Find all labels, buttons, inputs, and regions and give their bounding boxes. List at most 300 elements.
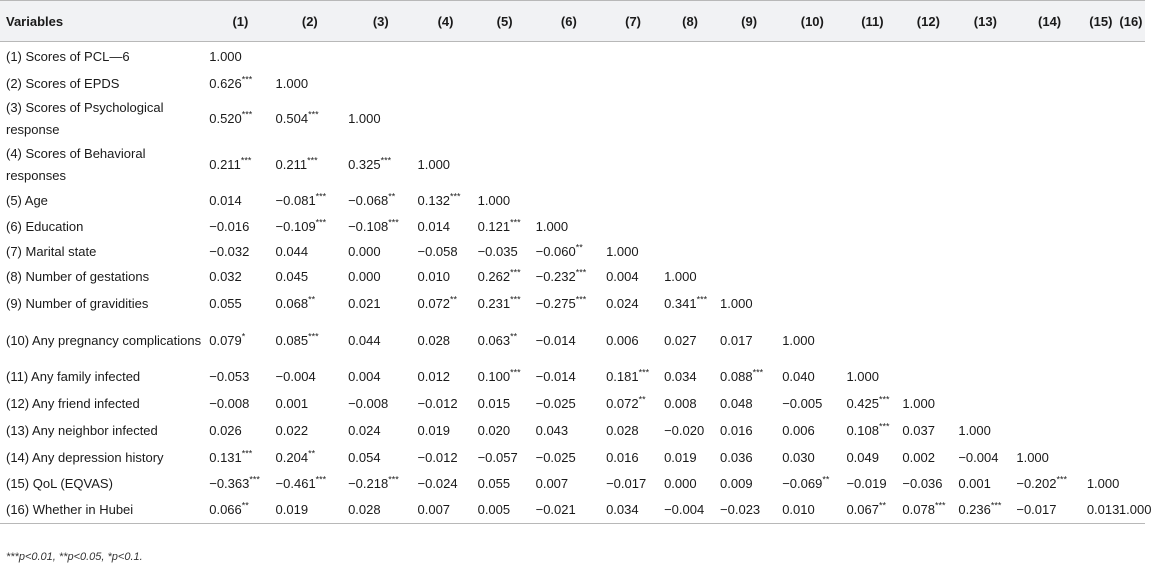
table-cell: 1.000 (720, 295, 753, 311)
row-label: (7) Marital state (6, 244, 97, 259)
table-row (0, 241, 1145, 264)
table-cell (416, 42, 476, 72)
table-cell: 0.211*** (275, 155, 318, 172)
table-footnote: ***p<0.01, **p<0.05, *p<0.1. (6, 551, 143, 563)
table-row (0, 391, 1145, 418)
table-cell (780, 214, 844, 241)
table-cell (416, 72, 476, 97)
table-cell (844, 97, 900, 142)
table-cell: 0.236*** (956, 497, 1014, 524)
header-col-3: (3) (346, 1, 415, 42)
table-cell: 0.034 (664, 369, 697, 384)
table-cell (534, 72, 604, 97)
table-cell: 0.211*** (209, 155, 252, 172)
table-cell: 0.022 (275, 423, 309, 438)
table-cell (718, 72, 780, 97)
table-cell: −0.005 (782, 396, 823, 411)
table-cell: 0.019 (417, 423, 451, 438)
table-cell (534, 42, 604, 72)
table-cell: 0.034 (604, 497, 662, 524)
table-cell: 0.067** (844, 497, 900, 524)
header-col-4: (4) (416, 1, 476, 42)
table-cell: 0.504*** (275, 109, 319, 126)
table-cell: −0.004 (662, 497, 718, 524)
table-cell (1117, 142, 1145, 188)
table-cell: 0.024 (348, 423, 381, 438)
table-cell: 0.010 (780, 497, 844, 524)
table-cell (718, 241, 780, 264)
table-row (0, 471, 1145, 497)
table-cell: −0.035 (477, 244, 518, 259)
table-row (0, 72, 1145, 97)
table-cell: 0.204** (275, 448, 316, 465)
table-cell: 0.132*** (417, 191, 461, 208)
header-col-5: (5) (476, 1, 534, 42)
row-label: (6) Education (6, 219, 84, 234)
table-cell: −0.058 (417, 244, 458, 259)
table-cell: 0.016 (720, 423, 753, 438)
table-cell (662, 188, 718, 214)
table-cell (780, 142, 844, 188)
table-cell (844, 214, 900, 241)
table-cell (956, 391, 1014, 418)
table-cell (476, 72, 534, 97)
row-label: (2) Scores of EPDS (6, 76, 120, 91)
table-row (0, 188, 1145, 214)
table-row (0, 42, 1145, 72)
table-cell (844, 142, 900, 188)
table-cell: 1.000 (902, 396, 935, 411)
header-col-9: (9) (718, 1, 780, 42)
table-cell (662, 97, 718, 142)
row-label: (16) Whether in Hubei (0, 497, 207, 524)
table-cell: −0.008 (348, 396, 389, 411)
table-cell: −0.218*** (348, 474, 399, 491)
table-cell (1014, 188, 1084, 214)
row-label: (8) Number of gestations (6, 268, 150, 284)
table-cell (780, 264, 844, 290)
table-cell: 1.000 (782, 332, 815, 348)
table-header-row (0, 1, 1145, 42)
table-cell (780, 42, 844, 72)
table-cell (534, 97, 604, 142)
table-cell: 0.009 (720, 475, 753, 491)
table-cell: 0.012 (417, 369, 451, 384)
table-cell (900, 97, 956, 142)
table-cell: 0.044 (348, 332, 381, 348)
table-cell (956, 72, 1014, 97)
table-cell: 1.000 (417, 156, 451, 172)
table-cell: −0.004 (275, 369, 316, 384)
table-cell: −0.014 (535, 332, 576, 348)
table-cell (780, 72, 844, 97)
table-cell (844, 241, 900, 264)
table-cell: 0.028 (346, 497, 415, 524)
table-cell (900, 318, 956, 364)
header-col-12: (12) (900, 1, 956, 42)
table-cell (662, 72, 718, 97)
table-cell: 0.017 (720, 332, 753, 348)
table-cell (1085, 97, 1117, 142)
table-cell (956, 188, 1014, 214)
table-cell (1117, 445, 1145, 471)
table-cell (1014, 72, 1084, 97)
table-cell (1014, 42, 1084, 72)
table-cell (844, 42, 900, 72)
row-label: (1) Scores of PCL—6 (6, 48, 130, 64)
table-cell (780, 290, 844, 318)
table-row (0, 497, 1145, 524)
table-cell (900, 142, 956, 188)
table-cell (1085, 290, 1117, 318)
header-col-10: (10) (780, 1, 844, 42)
table-cell (780, 97, 844, 142)
table-cell: 0.002 (902, 449, 935, 465)
table-cell: 0.006 (606, 332, 639, 348)
table-cell: 1.000 (958, 423, 991, 438)
table-cell: 0.325*** (348, 155, 392, 172)
header-col-8: (8) (662, 1, 718, 42)
table-cell: 0.007 (416, 497, 476, 524)
table-cell: 1.000 (477, 192, 511, 208)
table-cell (956, 241, 1014, 264)
table-body (0, 42, 1151, 524)
table-cell: 0.055 (209, 295, 242, 311)
table-cell: −0.109*** (275, 217, 327, 234)
table-cell: −0.068** (348, 191, 396, 208)
table-cell: 0.520*** (209, 109, 253, 126)
table-cell (274, 42, 347, 72)
table-cell (476, 42, 534, 72)
table-cell (1117, 97, 1145, 142)
table-cell: −0.012 (417, 396, 458, 411)
table-cell (844, 290, 900, 318)
table-cell: 1.000 (209, 48, 242, 64)
table-cell: 0.001 (275, 396, 309, 411)
row-label: (3) Scores of Psychological response (6, 100, 164, 137)
table-cell: 0.000 (348, 268, 381, 284)
table-cell (1085, 42, 1117, 72)
table-cell (900, 290, 956, 318)
table-cell (1117, 318, 1145, 364)
table-cell: 0.181*** (606, 367, 650, 384)
table-cell: 0.054 (348, 449, 381, 465)
table-cell (1085, 241, 1117, 264)
table-cell (1085, 364, 1117, 391)
table-cell (1117, 42, 1145, 72)
table-cell (534, 142, 604, 188)
table-cell: 0.007 (535, 475, 569, 491)
table-cell: 0.425*** (846, 394, 890, 411)
table-cell (476, 142, 534, 188)
table-cell (604, 42, 662, 72)
table-cell (662, 241, 718, 264)
table-cell (662, 42, 718, 72)
table-cell: −0.017 (606, 475, 647, 491)
table-cell: 0.000 (348, 244, 381, 259)
table-cell: 0.032 (209, 268, 242, 284)
table-cell (1085, 418, 1117, 445)
table-cell: 0.001 (958, 475, 991, 491)
table-cell (1014, 142, 1084, 188)
table-cell: −0.017 (1014, 497, 1084, 524)
table-cell: −0.060** (535, 242, 583, 259)
table-cell: 1.000 (664, 268, 697, 284)
table-cell: 0.019 (664, 449, 697, 465)
table-cell: 1.000 (1016, 449, 1049, 465)
table-cell (1117, 391, 1145, 418)
table-cell (1014, 391, 1084, 418)
table-cell (900, 42, 956, 72)
table-cell: 0.010 (417, 268, 451, 284)
table-row (0, 290, 1145, 318)
table-cell (718, 214, 780, 241)
table-cell (1085, 142, 1117, 188)
table-cell (900, 214, 956, 241)
table-cell (346, 42, 415, 72)
table-cell: −0.012 (417, 449, 458, 465)
header-col-16: (16) (1117, 1, 1145, 42)
table-cell: 0.072** (606, 394, 646, 411)
row-label: (10) Any pregnancy complications (6, 332, 202, 348)
table-cell: −0.036 (902, 475, 943, 491)
table-cell: −0.069** (782, 474, 830, 491)
table-cell (604, 97, 662, 142)
table-cell (900, 241, 956, 264)
table-cell: −0.023 (718, 497, 780, 524)
table-cell: 0.026 (209, 423, 242, 438)
table-cell: −0.025 (535, 396, 576, 411)
table-cell: −0.008 (209, 396, 250, 411)
table-cell: 0.024 (606, 295, 639, 311)
table-row (0, 445, 1145, 471)
table-cell (416, 97, 476, 142)
table-cell (1117, 471, 1145, 497)
table-cell: 0.085*** (275, 331, 319, 348)
table-cell (900, 188, 956, 214)
table-cell (1085, 188, 1117, 214)
header-col-7: (7) (604, 1, 662, 42)
table-cell: −0.024 (417, 475, 458, 491)
table-cell (1085, 445, 1117, 471)
table-cell (956, 97, 1014, 142)
table-cell (1085, 214, 1117, 241)
table-cell: −0.014 (535, 369, 576, 384)
table-cell (604, 214, 662, 241)
table-cell (844, 264, 900, 290)
table-cell (1117, 214, 1145, 241)
table-cell: 0.013 (1085, 497, 1117, 524)
table-cell: 0.028 (417, 332, 451, 348)
header-col-2: (2) (274, 1, 347, 42)
table-cell (718, 142, 780, 188)
table-cell: 0.100*** (477, 367, 521, 384)
table-cell: 1.000 (1117, 497, 1145, 524)
table-cell: 0.014 (209, 192, 242, 208)
table-cell (956, 214, 1014, 241)
table-cell (844, 318, 900, 364)
table-cell: −0.016 (209, 219, 250, 234)
table-cell (1117, 72, 1145, 97)
table-cell (1014, 214, 1084, 241)
row-label: (4) Scores of Behavioral responses (6, 145, 146, 183)
table-cell: 0.040 (782, 369, 815, 384)
table-cell: −0.019 (846, 475, 887, 491)
table-cell (780, 188, 844, 214)
table-cell (476, 97, 534, 142)
row-label: (12) Any friend infected (6, 396, 140, 411)
table-cell: 0.037 (902, 423, 935, 438)
table-cell (1085, 72, 1117, 97)
row-label: (14) Any depression history (6, 449, 164, 465)
table-cell: 0.004 (606, 268, 639, 284)
table-cell: 0.131*** (209, 448, 253, 465)
table-cell: 0.088*** (720, 367, 764, 384)
table-cell (956, 142, 1014, 188)
table-cell: 0.028 (606, 423, 639, 438)
table-cell (844, 188, 900, 214)
table-cell (1117, 418, 1145, 445)
table-cell (1014, 264, 1084, 290)
table-cell: 0.045 (275, 268, 309, 284)
table-cell: 0.005 (476, 497, 534, 524)
table-cell (1014, 241, 1084, 264)
table-cell: −0.202*** (1016, 474, 1067, 491)
table-cell: −0.025 (535, 449, 576, 465)
table-cell: −0.275*** (535, 294, 587, 311)
table-cell (1085, 318, 1117, 364)
table-cell (718, 188, 780, 214)
table-cell: 0.231*** (477, 294, 521, 311)
table-cell: 0.121*** (477, 217, 521, 234)
table-cell: −0.108*** (348, 217, 399, 234)
header-col-14: (14) (1014, 1, 1084, 42)
table-row (0, 318, 1145, 364)
table-cell (1085, 391, 1117, 418)
table-cell: −0.020 (664, 423, 705, 438)
header-col-1: (1) (207, 1, 273, 42)
table-cell (604, 72, 662, 97)
table-cell (1014, 97, 1084, 142)
table-cell (1117, 290, 1145, 318)
table-cell: −0.081*** (275, 191, 327, 208)
table-cell (1117, 364, 1145, 391)
table-cell: −0.232*** (535, 267, 587, 284)
table-cell: 1.000 (1086, 475, 1120, 491)
table-cell (662, 214, 718, 241)
table-cell (1014, 318, 1084, 364)
table-cell: 0.063** (477, 331, 518, 348)
table-cell (956, 318, 1014, 364)
table-cell: −0.021 (534, 497, 604, 524)
table-cell (900, 364, 956, 391)
table-cell: −0.004 (958, 449, 999, 465)
table-cell: 0.000 (664, 475, 697, 491)
header-col-6: (6) (534, 1, 604, 42)
table-cell (604, 142, 662, 188)
row-label: (13) Any neighbor infected (6, 423, 158, 438)
table-cell: 0.043 (535, 423, 569, 438)
table-cell: 0.030 (782, 449, 815, 465)
table-cell: 0.027 (664, 332, 697, 348)
table-cell: 0.108*** (846, 421, 890, 438)
table-row (0, 214, 1145, 241)
table-cell (718, 97, 780, 142)
table-cell: 0.055 (477, 475, 511, 491)
table-cell (662, 142, 718, 188)
table-cell (844, 72, 900, 97)
table-cell: −0.461*** (275, 474, 327, 491)
table-cell: −0.363*** (209, 474, 260, 491)
table-row (0, 142, 1145, 188)
table-cell: 0.008 (664, 396, 697, 411)
table-cell (604, 188, 662, 214)
table-cell (900, 264, 956, 290)
table-cell: 0.004 (348, 369, 381, 384)
table-cell: 0.341*** (664, 294, 708, 311)
table-cell: 1.000 (846, 369, 879, 384)
table-cell: −0.057 (477, 449, 518, 465)
table-cell: 0.015 (477, 396, 511, 411)
table-cell: 1.000 (348, 111, 381, 126)
table-cell (956, 290, 1014, 318)
table-cell (780, 241, 844, 264)
table-cell (956, 364, 1014, 391)
table-cell (956, 42, 1014, 72)
table-cell: 0.626*** (209, 74, 253, 91)
header-col-15: (15) (1085, 1, 1117, 42)
table-cell: 0.068** (275, 294, 316, 311)
table-cell (1117, 241, 1145, 264)
table-cell (1085, 264, 1117, 290)
table-cell (956, 264, 1014, 290)
table-cell: 0.014 (417, 219, 451, 234)
table-cell: 0.048 (720, 396, 753, 411)
table-cell (1014, 364, 1084, 391)
header-variables: Variables (0, 1, 207, 42)
table-cell: 0.044 (275, 244, 309, 259)
row-label: (5) Age (6, 192, 48, 208)
table-cell: 0.006 (782, 423, 815, 438)
table-row (0, 264, 1145, 290)
table-cell (1117, 264, 1145, 290)
table-cell: 0.072** (417, 294, 458, 311)
table-cell: 0.078*** (900, 497, 956, 524)
header-col-13: (13) (956, 1, 1014, 42)
table-cell (1014, 418, 1084, 445)
table-cell (900, 72, 956, 97)
table-cell: −0.032 (209, 244, 250, 259)
table-cell: 0.079* (209, 331, 246, 348)
table-cell (1117, 188, 1145, 214)
table-cell: 0.049 (846, 449, 879, 465)
table-cell (534, 188, 604, 214)
table-cell: 1.000 (535, 219, 569, 234)
table-cell: 0.020 (477, 423, 511, 438)
table-cell: 1.000 (606, 244, 639, 259)
header-col-11: (11) (844, 1, 900, 42)
table-cell (718, 42, 780, 72)
table-cell (1014, 290, 1084, 318)
table-cell: 0.016 (606, 449, 639, 465)
table-cell: 0.021 (348, 295, 381, 311)
row-label: (15) QoL (EQVAS) (6, 475, 113, 491)
table-cell (346, 72, 415, 97)
table-cell: 0.066** (207, 497, 273, 524)
table-row (0, 97, 1145, 142)
table-cell: −0.053 (209, 369, 250, 384)
table-cell (718, 264, 780, 290)
